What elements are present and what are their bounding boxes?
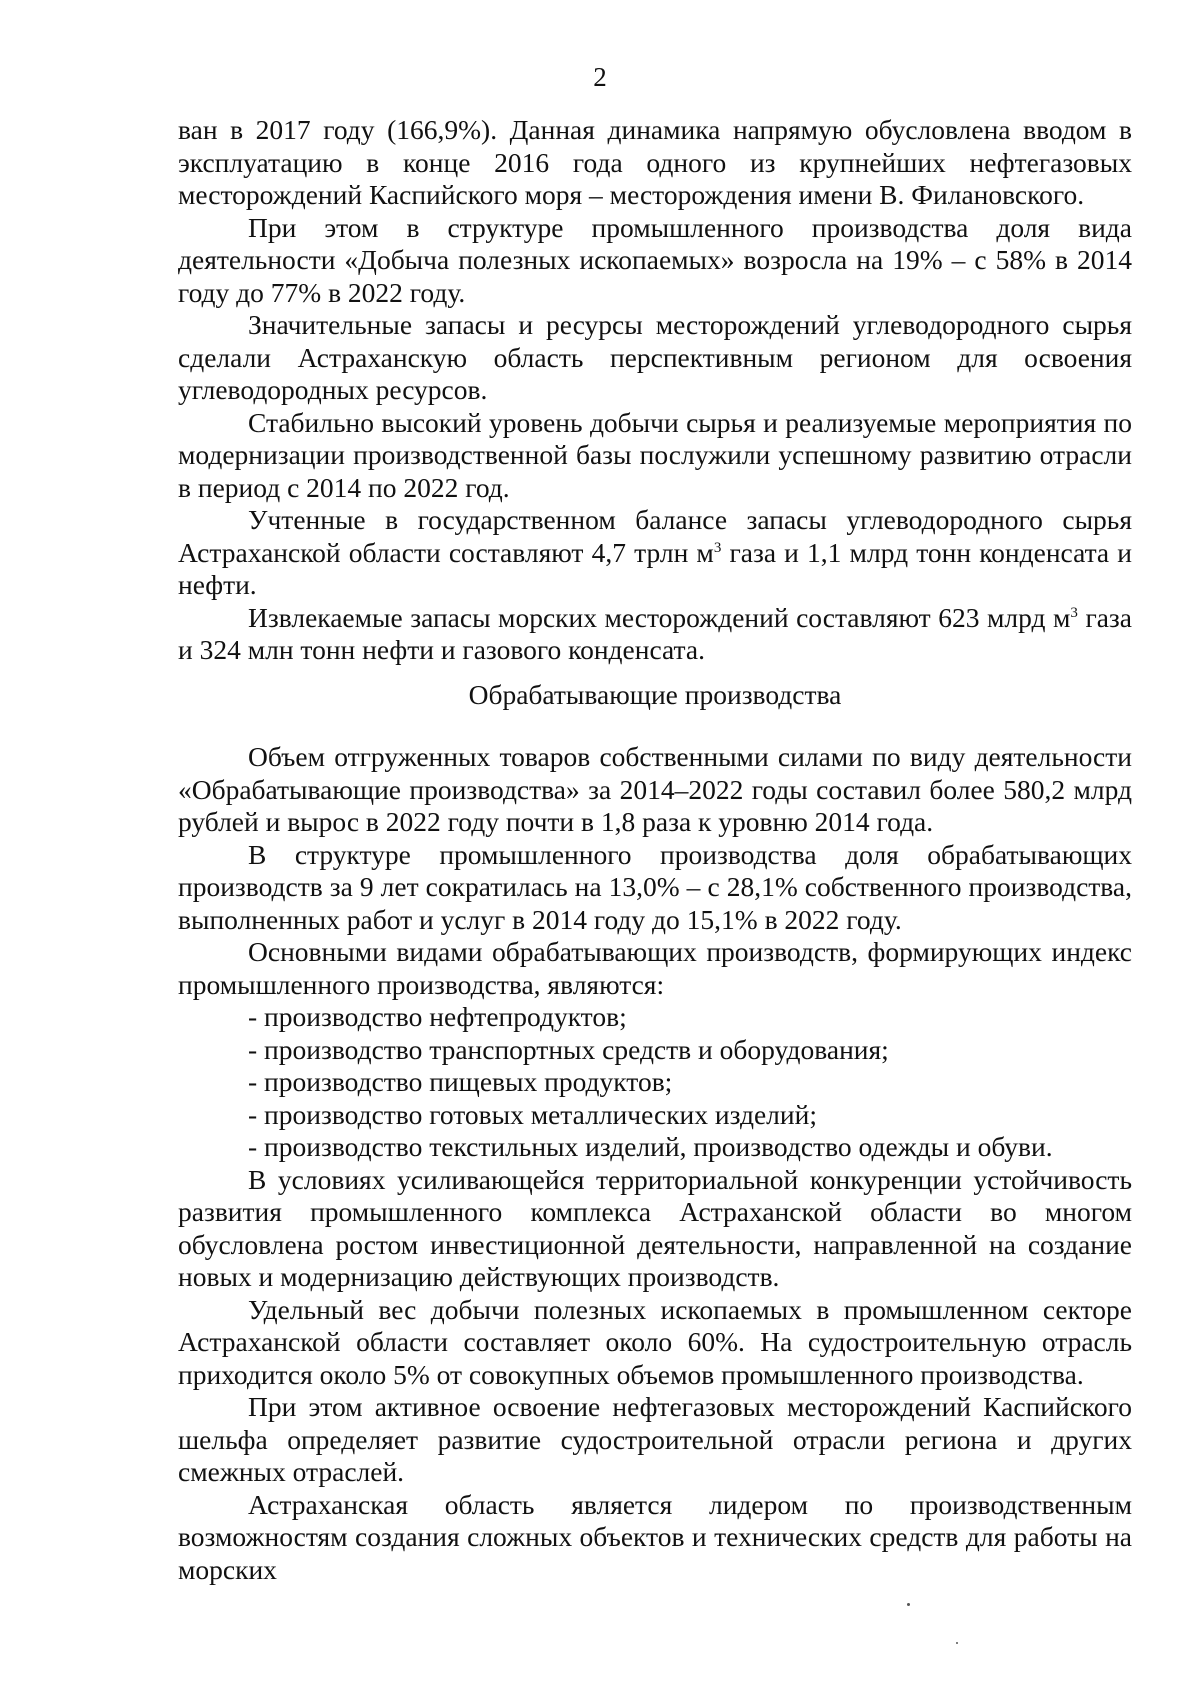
paragraph-10: В условиях усиливающейся территориальной конкуренции устойчивость развития промышленного комплекса Астраханской области во многом обусловлена ростом инвестиционной деятельности, направленной на создание новых и модернизацию действующих производств.: [178, 1163, 1132, 1292]
paragraph-5: [178, 504, 1132, 602]
superscript-cubic: 3: [713, 539, 722, 556]
paragraph-1: ван в 2017 году (166,9%). Данная динамика напрямую обусловлена вводом в эксплуатацию в конце 2016 года одного из крупнейших нефтегазовых месторождений Каспийского моря – месторождения имени В. Филановского.: [178, 114, 1132, 210]
page-number: 2: [593, 62, 607, 92]
paragraph-12: При этом активное освоение нефтегазовых месторождений Каспийского шельфа определяет развитие судостроительной отрасли региона и других смежных отраслей.: [178, 1391, 1132, 1487]
paragraph-2: При этом в структуре промышленного производства доля вида деятельности «Добыча полезных ископаемых» возросла на 19% – с 58% в 2014 году до 77% в 2022 году.: [178, 211, 1132, 308]
paragraph-6: [178, 602, 1132, 667]
scan-speck: [956, 1642, 958, 1644]
paragraph-9: Основными видами обрабатывающих производств, формирующих индекс промышленного производства, являются:: [178, 936, 1132, 1000]
paragraph-6-text-a: Извлекаемые запасы морских месторождений составляют 623 млрд м: [248, 601, 1071, 633]
list-item: - производство нефтепродуктов;: [248, 1001, 627, 1032]
paragraph-7: Объем отгруженных товаров собственными силами по виду деятельности «Обрабатывающие производства» за 2014–2022 годы составил более 580,2 млрд рублей и вырос в 2022 году почти в 1,8 раза к уровню 2014 года.: [178, 741, 1132, 837]
list-item: - производство транспортных средств и оборудования;: [248, 1033, 889, 1065]
paragraph-4: Стабильно высокий уровень добычи сырья и реализуемые мероприятия по модернизации производственной базы послужили успешному развитию отрасли в период с 2014 по 2022 год.: [178, 406, 1132, 503]
superscript-cubic: 3: [1070, 604, 1078, 621]
paragraph-8: В структуре промышленного производства доля обрабатывающих производств за 9 лет сократилась на 13,0% – с 28,1% собственного производства, выполненных работ и услуг в 2014 году до 15,1% в 2022 году.: [178, 838, 1132, 935]
list-item: - производство текстильных изделий, производство одежды и обуви.: [248, 1131, 1053, 1162]
scan-speck: [907, 1603, 910, 1606]
paragraph-3: Значительные запасы и ресурсы месторождений углеводородного сырья сделали Астраханскую область перспективным регионом для освоения углеводородных ресурсов.: [178, 309, 1132, 405]
paragraph-11: Удельный вес добычи полезных ископаемых в промышленном секторе Астраханской области составляет около 60%. На судостроительную отрасль приходится около 5% от совокупных объемов промышленного производства.: [178, 1293, 1132, 1390]
list-item: - производство готовых металлических изделий;: [248, 1098, 817, 1130]
paragraph-5-text-b: газа и 1,1 млрд тонн конденсата и нефти.: [178, 536, 1132, 600]
document-body: [178, 114, 1132, 1586]
paragraph-6-text-b: газа и 324 млн тонн нефти и газового конденсата.: [178, 601, 1132, 665]
paragraph-5-text-a: Учтенные в государственном балансе запасы углеводородного сырья Астраханской области составляют 4,7 трлн м: [178, 504, 1132, 568]
section-heading: Обрабатывающие производства: [468, 678, 842, 710]
list-item: - производство пищевых продуктов;: [248, 1066, 673, 1097]
paragraph-13: Астраханская область является лидером по производственным возможностям создания сложных объектов и технических средств для работы на морских: [178, 1488, 1132, 1585]
